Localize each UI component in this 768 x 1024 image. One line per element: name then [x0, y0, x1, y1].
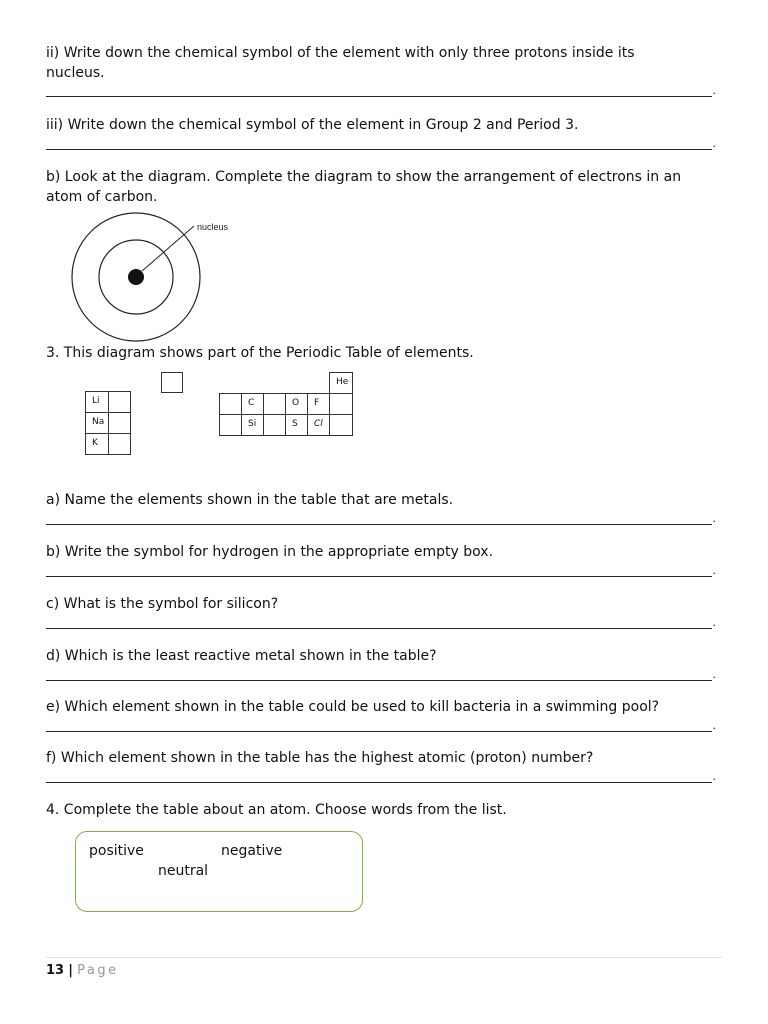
- cell-he: He: [329, 372, 353, 394]
- word-list-box: [75, 831, 363, 912]
- answer-line-q3-e: [46, 731, 712, 732]
- page-footer: [46, 962, 119, 980]
- q2-b-text-line2: atom of carbon.: [46, 189, 158, 205]
- q3-d-text: d) Which is the least reactive metal shown in the table?: [46, 648, 437, 664]
- word-neutral: neutral: [158, 863, 209, 879]
- answer-line-q3-a: [46, 524, 712, 525]
- word-positive: positive: [89, 843, 144, 859]
- cell-f: F: [307, 393, 330, 415]
- answer-line-q3-c: [46, 628, 712, 629]
- nucleus-label: nucleus: [197, 222, 229, 232]
- q2-ii-text-line1: ii) Write down the chemical symbol of the element with only three protons inside its: [46, 45, 635, 61]
- cell-empty-group3-period3: [219, 414, 242, 436]
- q3-intro-text: 3. This diagram shows part of the Periodic Table of elements.: [46, 345, 474, 361]
- hydrogen-empty-box[interactable]: [161, 372, 183, 393]
- q2-iii-text: iii) Write down the chemical symbol of the element in Group 2 and Period 3.: [46, 117, 579, 133]
- cell-s: S: [285, 414, 308, 436]
- answer-line-q2-iii: [46, 149, 712, 150]
- q2-ii-text-line2: nucleus.: [46, 65, 105, 81]
- answer-line-q3-f: [46, 782, 712, 783]
- cell-empty-group5-period2: [263, 393, 286, 415]
- q3-e-text: e) Which element shown in the table could be used to kill bacteria in a swimming pool?: [46, 699, 660, 715]
- nucleus-pointer-line: [142, 226, 194, 271]
- cell-cl: Cl: [307, 414, 330, 436]
- cell-empty-group0-period3: [329, 414, 353, 436]
- cell-na: Na: [85, 412, 109, 434]
- q3-f-text: f) Which element shown in the table has the highest atomic (proton) number?: [46, 750, 594, 766]
- answer-line-q3-d: [46, 680, 712, 681]
- word-negative: negative: [221, 843, 283, 859]
- cell-empty-group2-period4: [108, 433, 131, 455]
- cell-o: O: [285, 393, 308, 415]
- cell-li: Li: [85, 391, 109, 413]
- nucleus: [128, 269, 144, 285]
- cell-k: K: [85, 433, 109, 455]
- answer-line-q3-b: [46, 576, 712, 577]
- q4-intro-text: 4. Complete the table about an atom. Choose words from the list.: [46, 802, 507, 818]
- q3-c-text: c) What is the symbol for silicon?: [46, 596, 279, 612]
- page-number: 13: [46, 963, 65, 978]
- cell-c: C: [241, 393, 264, 415]
- page-label: Page: [77, 963, 119, 978]
- cell-empty-group2-period3: [108, 412, 131, 434]
- q3-a-text: a) Name the elements shown in the table that are metals.: [46, 492, 454, 508]
- q3-b-text: b) Write the symbol for hydrogen in the appropriate empty box.: [46, 544, 494, 560]
- cell-si: Si: [241, 414, 264, 436]
- atom-diagram: [60, 210, 260, 345]
- cell-empty-group5-period3: [263, 414, 286, 436]
- page-separator: |: [68, 963, 73, 978]
- cell-empty-group0-period2: [329, 393, 353, 415]
- answer-line-q2-ii: [46, 96, 712, 97]
- cell-empty-group2-period2: [108, 391, 131, 413]
- q2-b-text-line1: b) Look at the diagram. Complete the diagram to show the arrangement of electrons in an: [46, 169, 682, 185]
- cell-empty-group3-period2: [219, 393, 242, 415]
- footer-divider: [46, 957, 722, 958]
